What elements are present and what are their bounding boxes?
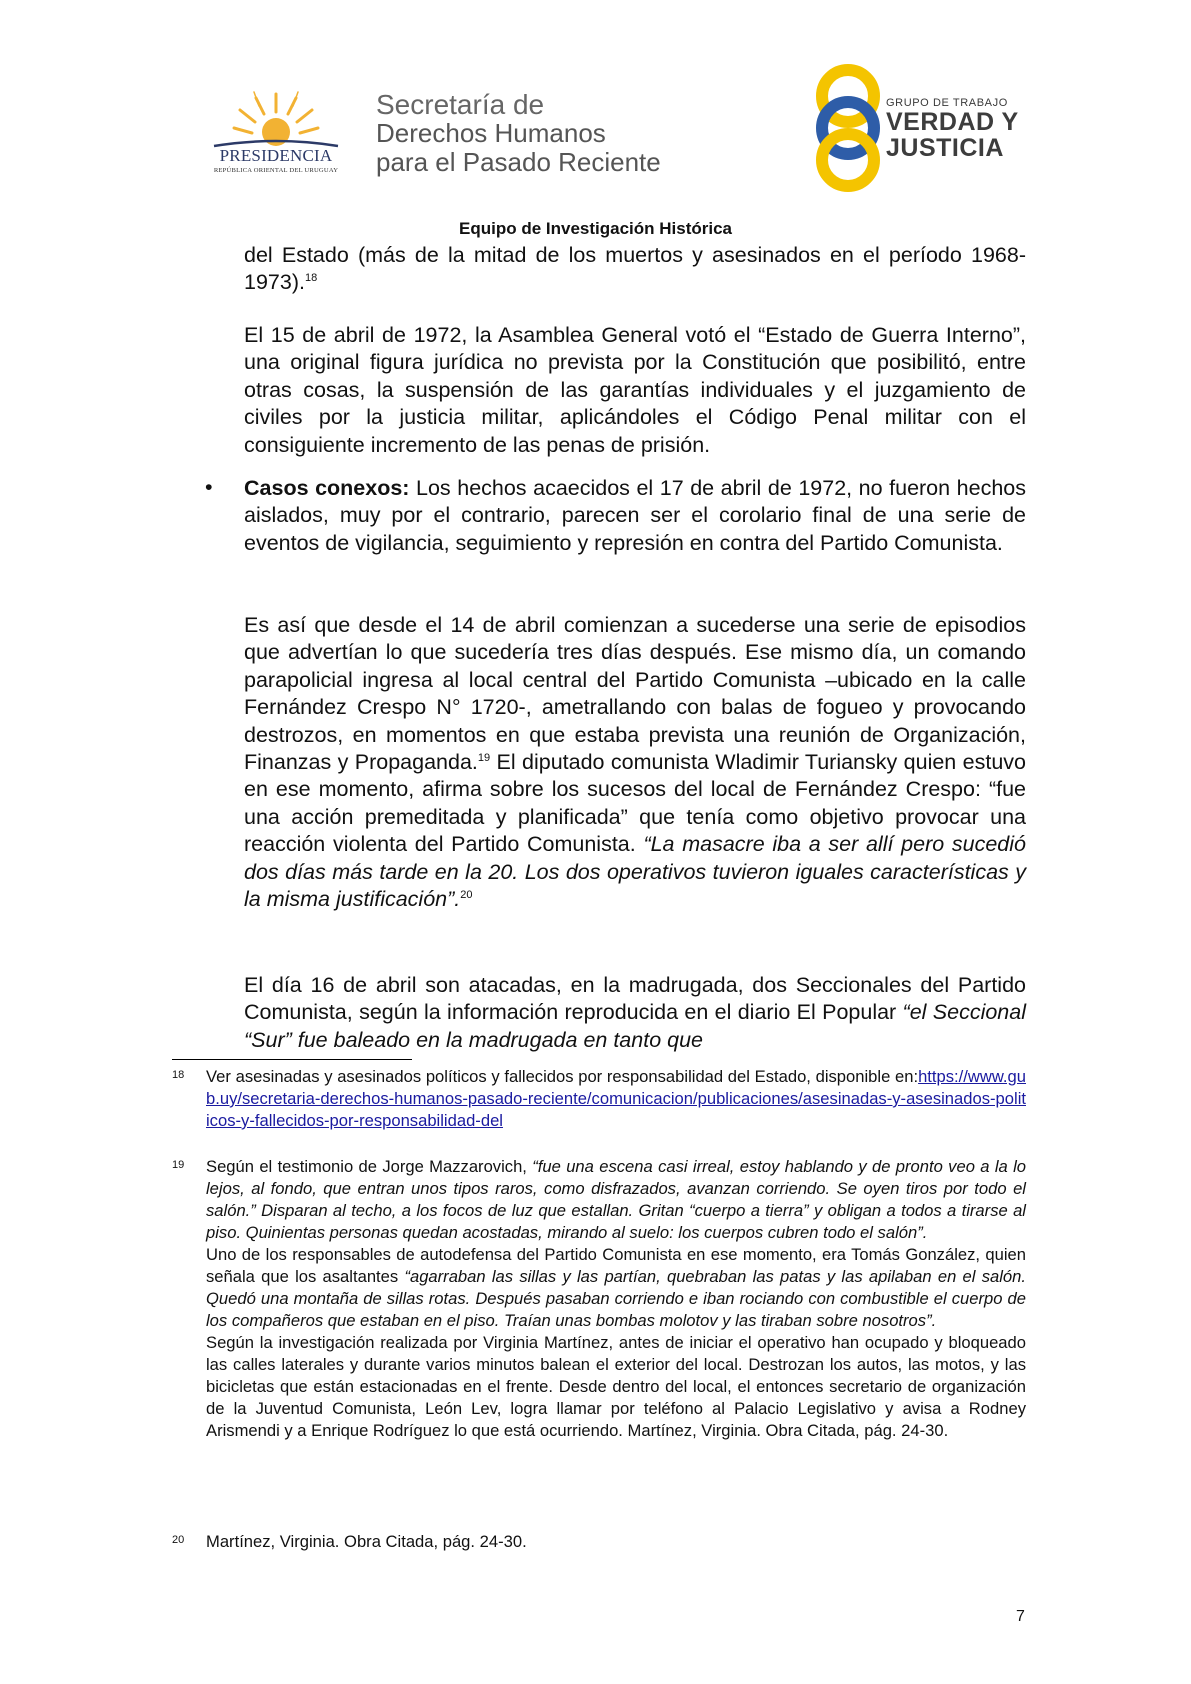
presidencia-wordmark (196, 146, 356, 174)
page-number: 7 (1016, 1608, 1025, 1625)
secretaria-line-3: para el Pasado Reciente (376, 147, 661, 177)
footnote-19-number: 19 (172, 1159, 185, 1171)
footnote-ref-20[interactable]: 20 (460, 888, 473, 901)
verdad-justicia-wordmark (886, 97, 1019, 161)
paragraph-5 (244, 972, 1026, 1054)
paragraph-4-text-a: Es así que desde el 14 de abril comienzan a sucederse una serie de episodios que advertían lo que sucedería tres días después. Ese mismo día, un comando parapolicial ingresa al local central del Partido Comunista –ubicado en la calle Fernández Crespo N° 1720-, ametrallando con balas de fogueo y provocando destrozos, en momentos en que estaba prevista una reunión de Organización, Finanzas y Propaganda. (244, 613, 1026, 775)
presidencia-name: PRESIDENCIA (219, 146, 333, 165)
gtvj-line-2: VERDAD Y (886, 108, 1019, 136)
paragraph-3-text: Los hechos acaecidos el 17 de abril de 1972, no fueron hechos aislados, muy por el contrario, parecen ser el corolario final de una serie de eventos de vigilancia, seguimiento y represión en contra del Partido Comunista. (244, 476, 1026, 555)
paragraph-4 (244, 612, 1026, 913)
paragraph-5-text: El día 16 de abril son atacadas, en la madrugada, dos Seccionales del Partido Comunista, según la información reproducida en el diario El Popular (244, 973, 1026, 1025)
page-header (0, 0, 1191, 210)
casos-conexos-label: Casos conexos: (244, 476, 410, 500)
footnote-18-text: Ver asesinadas y asesinados políticos y fallecidos por responsabilidad del Estado, disponible en: (206, 1067, 919, 1086)
footnote-20-text: Martínez, Virginia. Obra Citada, pág. 24-30. (206, 1532, 527, 1551)
paragraph-4-quote: “La masacre iba a ser allí pero sucedió dos días más tarde en la 20. Los dos operativos tuvieron iguales características y la misma justificación”. (244, 832, 1026, 912)
gtvj-line-3: JUSTICIA (886, 134, 1004, 162)
paragraph-3 (244, 475, 1026, 557)
footnote-ref-19[interactable]: 19 (477, 751, 491, 764)
footnote-20 (172, 1531, 1026, 1553)
footnote-20-number: 20 (172, 1534, 185, 1546)
paragraph-2 (244, 322, 1026, 459)
footnote-ref-18[interactable]: 18 (304, 272, 318, 285)
footnote-18-link[interactable]: https://www.gub.uy/secretaria-derechos-humanos-pasado-reciente/comunicacion/publicaciones/asesinadas-y-asesinados-politicos-y-fallecidos-por-responsabilidad-del (206, 1067, 1026, 1130)
presidencia-subtitle: REPÚBLICA ORIENTAL DEL URUGUAY (213, 167, 339, 174)
secretaria-wordmark (376, 90, 661, 177)
secretaria-line-1: Secretaría de (376, 89, 545, 120)
section-heading: Equipo de Investigación Histórica (459, 219, 732, 238)
footnote-19-text-c: Según la investigación realizada por Virginia Martínez, antes de iniciar el operativo han ocupado y bloqueado las calles laterales y durante varios minutos balean el exterior del local. Destrozan los autos, las motos, y las bicicletas que están estacionadas en el frente. Desde dentro del local, el entonces secretario de organización de la Juventud Comunista, León Lev, logra llamar por teléfono al Palacio Legislativo y avisa a Rodney Arismendi y a Enrique Rodríguez lo que está ocurriendo. Martínez, Virginia. Obra Citada, pág. 24-30. (206, 1333, 1026, 1440)
footnote-19-text-b: Uno de los responsables de autodefensa del Partido Comunista en ese momento, era Tomás González, quien señala que los asaltantes (206, 1245, 1026, 1286)
footnote-18-number: 18 (172, 1069, 185, 1081)
footnote-separator (172, 1059, 412, 1060)
footnote-19-quote-a: “fue una escena casi irreal, estoy hablando y de pronto veo a la lo lejos, al fondo, que entran unos tipos raros, como disfrazados, avanzan corriendo. Se oyen tiros por todo el salón.” Disparan al techo, a los focos de luz que estallan. Gritan “cuerpo a tierra” y obligan a todos a tirarse al piso. Quinientas personas quedan acostadas, mirando al suelo: los cuerpos cubren todo el salón”. (206, 1157, 1026, 1242)
footnote-19-quote-b: “agarraban las sillas y las partían, quebraban las patas y las apilaban en el salón. Quedó una montaña de sillas rotas. Después pasaban corriendo e iban rociando con combustible el cuerpo de los compañeros que estaban en el piso. Traían unas bombas molotov y las tiraban sobre nosotros”. (206, 1267, 1026, 1330)
footnote-19 (172, 1156, 1026, 1442)
paragraph-2-text: El 15 de abril de 1972, la Asamblea General votó el “Estado de Guerra Interno”, una original figura jurídica no prevista por la Constitución que posibilitó, entre otras cosas, la suspensión de las garantías individuales y el juzgamiento de civiles por la justicia militar, aplicándoles el Código Penal militar con el consiguiente incremento de las penas de prisión. (244, 323, 1026, 457)
paragraph-5-quote: “el Seccional “Sur” fue baleado en la madrugada en tanto que (244, 1000, 1026, 1052)
bullet-icon: • (205, 475, 213, 499)
paragraph-4-text-b: El diputado comunista Wladimir Turiansky quien estuvo en ese momento, afirma sobre los sucesos del local de Fernández Crespo: “fue una acción premeditada y planificada” que tenía como objetivo provocar una reacción violenta del Partido Comunista. (244, 750, 1026, 857)
paragraph-1 (244, 242, 1026, 297)
footnote-19-text-a: Según el testimonio de Jorge Mazzarovich, (206, 1157, 533, 1176)
footnote-18 (172, 1066, 1026, 1132)
secretaria-line-2: Derechos Humanos (376, 118, 606, 148)
paragraph-1-text: del Estado (más de la mitad de los muertos y asesinados en el período 1968-1973). (244, 243, 1026, 295)
gtvj-line-1: GRUPO DE TRABAJO (886, 97, 1008, 109)
